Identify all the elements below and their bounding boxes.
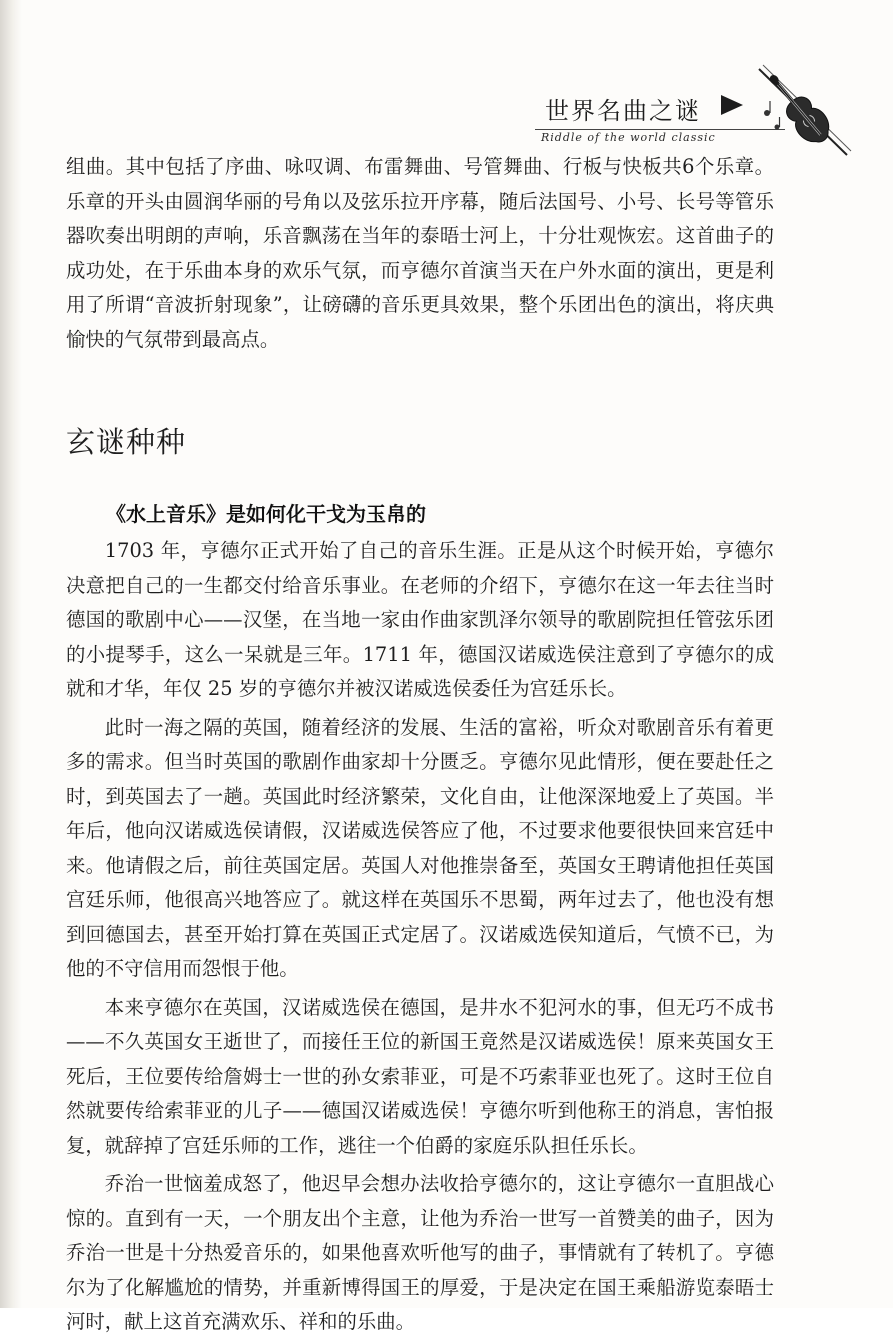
header-subtitle: Riddle of the world classic [541, 131, 716, 144]
paragraph: 此时一海之隔的英国，随着经济的发展、生活的富裕，听众对歌剧音乐有着更多的需求。但当时英国的歌剧作曲家却十分匮乏。亨德尔见此情形，便在要赴任之时，到英国去了一趟。英国此时经济繁荣，文化自由，让他深深地爱上了英国。半年后，他向汉诺威选侯请假，汉诺威选侯答应了他，不过要求他要很快回来宫廷中来。他请假之后，前往英国定居。英国人对他推崇备至，英国女王聘请他担任英国宫廷乐师，他很高兴地答应了。就这样在英国乐不思蜀，两年过去了，他也没有想到回德国去，甚至开始打算在英国正式定居了。汉诺威选侯知道后，气愤不已，为他的不守信用而怨恨于他。 [66, 715, 774, 980]
running-header [535, 55, 865, 165]
subsection-title: 《水上音乐》是如何化干戈为玉帛的 [106, 502, 426, 526]
section-title: 玄谜种种 [66, 425, 187, 459]
paragraph: 1703 年，亨德尔正式开始了自己的音乐生涯。正是从这个时候开始，亨德尔决意把自己的一生都交付给音乐事业。在老师的介绍下，亨德尔在这一年去往当时德国的歌剧中心——汉堡，在当地一家由作曲家凯泽尔领导的歌剧院担任管弦乐团的小提琴手，这么一呆就是三年。1711 年，德国汉诺威选侯注意到了亨德尔的成就和才华，年仅 25 岁的亨德尔并被汉诺威选侯委任为宫廷乐长。 [66, 539, 774, 700]
violin-icon [747, 55, 857, 165]
paragraph: 本来亨德尔在英国，汉诺威选侯在德国，是井水不犯河水的事，但无巧不成书——不久英国女王逝世了，而接任王位的新国王竟然是汉诺威选侯！原来英国女王死后，王位要传给詹姆士一世的孙女索菲亚，可是不巧索菲亚也死了。这时王位自然就要传给索菲亚的儿子——德国汉诺威选侯！亨德尔听到他称王的消息，害怕报复，就辞掉了宫廷乐师的工作，逃往一个伯爵的家庭乐队担任乐长。 [66, 995, 774, 1157]
article-body [66, 534, 774, 1344]
page-gutter-shadow [0, 0, 22, 1308]
paragraph-text: 组曲。其中包括了序曲、咏叹调、布雷舞曲、号管舞曲、行板与快板共6个乐章。乐章的开头由圆润华丽的号角以及弦乐拉开序幕，随后法国号、小号、长号等管乐器吹奏出明朗的声响，乐音飘荡在当年的泰晤士河上，十分壮观恢宏。这首曲子的成功处，在于乐曲本身的欢乐气氛，而亨德尔首演当天在户外水面的演出，更是利用了所谓“音波折射现象”，让磅礴的音乐更具效果，整个乐团出色的演出，将庆典愉快的气氛带到最高点。 [66, 155, 774, 351]
intro-paragraph [66, 150, 774, 357]
paragraph: 乔治一世恼羞成怒了，他迟早会想办法收拾亨德尔的，这让亨德尔一直胆战心惊的。直到有一天，一个朋友出个主意，让他为乔治一世写一首赞美的曲子，因为乔治一世是十分热爱音乐的，如果他喜欢听他写的曲子，事情就有了转机了。亨德尔为了化解尴尬的情势，并重新博得国王的厚爱，于是决定在国王乘船游览泰晤士河时，献上这首充满欢乐、祥和的乐曲。 [66, 1172, 774, 1333]
triangle-arrow-icon [721, 95, 743, 115]
header-title: 世界名曲之谜 [545, 97, 701, 125]
